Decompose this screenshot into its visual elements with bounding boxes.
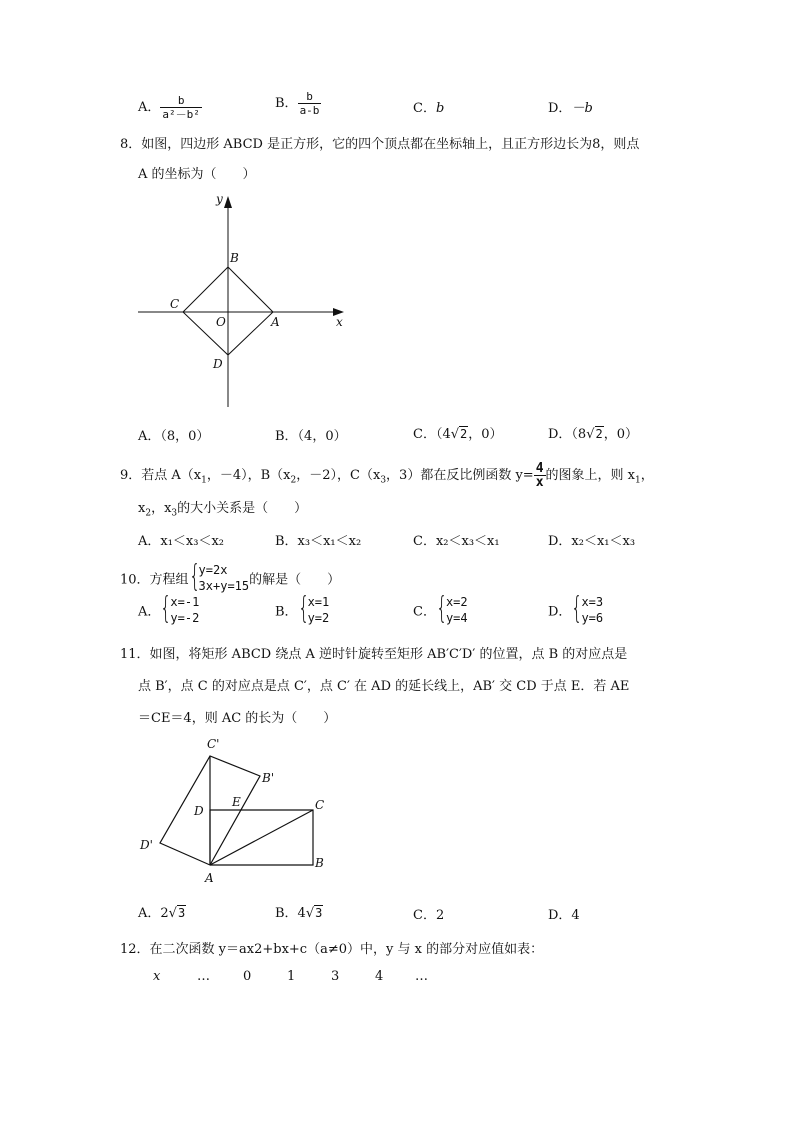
table-cell: 3 — [331, 969, 340, 984]
q10-option-a: A． { x=-1 y=-2 — [138, 591, 200, 626]
x-axis-label: x — [336, 315, 343, 329]
point-c-label: C — [170, 297, 180, 311]
point-d-label: D — [194, 804, 204, 818]
q11-option-b: B．4√3 — [275, 906, 323, 921]
q9-option-a: A．x₁＜x₃＜x₂ — [138, 534, 225, 549]
q8-square-figure — [130, 185, 360, 415]
point-e-label: E — [232, 795, 241, 809]
equation-system: { x=3 y=6 — [571, 591, 604, 626]
q8-option-c: C．（4√2，0） — [413, 427, 503, 442]
table-cell: 4 — [375, 969, 384, 984]
table-cell: x — [153, 969, 161, 984]
q11-stem-line3: ＝CE＝4，则 AC 的长为（ ） — [138, 711, 337, 726]
sqrt: √3 — [168, 906, 186, 921]
q8-stem-line1: 8．如图，四边形 ABCD 是正方形，它的四个顶点都在坐标轴上，且正方形边长为8，则点 — [120, 137, 640, 152]
equation-system: { x=1 y=2 — [297, 591, 330, 626]
point-d-label: D — [213, 357, 223, 371]
sqrt: √2 — [450, 427, 468, 442]
q9-stem-line2: $x_2$，$x_3$的大小关系是（ ） — [138, 501, 308, 519]
point-a-label: A — [205, 871, 214, 885]
point-c-label: C — [315, 798, 325, 812]
q7-option-b: B． $\frac{b}{a-b}$ — [275, 90, 320, 117]
sqrt: √2 — [586, 427, 603, 442]
q10-option-d: D． { x=3 y=6 — [548, 591, 604, 626]
fraction: $\frac{b}{a-b}$ — [299, 90, 320, 117]
q11-option-d: D．4 — [548, 908, 580, 923]
q11-option-c: C．2 — [413, 908, 445, 923]
sqrt: √3 — [305, 906, 323, 921]
point-b-label: B — [315, 856, 324, 870]
q7-option-a: A． $\frac{b}{\text{a²－b²}}$ — [138, 94, 200, 121]
q12-stem: 12．在二次函数 y＝ax2+bx+c（a≠0）中，y 与 x 的部分对应值如表： — [120, 942, 544, 957]
q11-rectangle-figure — [135, 733, 365, 888]
q10-option-c: C． { x=2 y=4 — [413, 591, 468, 626]
point-a-label: A — [271, 315, 280, 329]
y-axis-arrow — [224, 196, 232, 208]
q7-option-d: D．－b — [548, 101, 593, 116]
fraction: $\frac{b}{\text{a²－b²}}$ — [162, 94, 200, 121]
q9-option-d: D．x₂＜x₁＜x₃ — [548, 534, 636, 549]
q7-option-c: C．b — [413, 101, 445, 116]
table-cell: 0 — [243, 969, 252, 984]
q8-option-d: D．（8√2，0） — [548, 427, 639, 442]
q10-stem: 10．方程组 { y=2x 3x+y=15 的解是（ ） — [120, 559, 341, 594]
point-d1-label: D' — [140, 838, 153, 852]
q8-stem-line2: A 的坐标为（ ） — [138, 167, 256, 182]
q9-stem-line1: 9．若点 $A(x_1$，－4），$B(x_2$，－2），$C(x_3$，3）都在反比例函数 y= $\frac{4}{x}$ 的图象上，则 $x_1$， — [120, 461, 654, 490]
table-cell: 1 — [287, 969, 296, 984]
table-cell: … — [415, 969, 428, 984]
q10-option-b: B． { x=1 y=2 — [275, 591, 330, 626]
origin-label: O — [216, 315, 226, 329]
point-c1-label: C' — [207, 737, 220, 751]
point-b1-label: B' — [262, 771, 275, 785]
equation-system: { x=-1 y=-2 — [160, 591, 200, 626]
q11-stem-line2: 点 B′，点 C 的对应点是点 C′，点 C′ 在 AD 的延长线上，AB′ 交 CD 于点 E．若 AE — [138, 679, 630, 694]
q9-option-c: C．x₂＜x₃＜x₁ — [413, 534, 500, 549]
point-b-label: B — [230, 251, 239, 265]
equation-system: { x=2 y=4 — [435, 591, 468, 626]
q12-table-row — [153, 969, 445, 984]
q11-stem-line1: 11．如图，将矩形 ABCD 绕点 A 逆时针旋转至矩形 AB′C′D′ 的位置，点 B 的对应点是 — [120, 647, 628, 662]
equation-system: { y=2x 3x+y=15 — [188, 559, 250, 594]
q11-option-a: A．2√3 — [138, 906, 186, 921]
y-axis-label: y — [216, 192, 223, 206]
fraction: $\frac{4}{x}$ — [535, 461, 544, 490]
q8-option-b: B．（4，0） — [275, 429, 347, 444]
table-cell: … — [197, 969, 210, 984]
q9-option-b: B．x₃＜x₁＜x₂ — [275, 534, 362, 549]
q8-option-a: A．（8，0） — [138, 429, 210, 444]
